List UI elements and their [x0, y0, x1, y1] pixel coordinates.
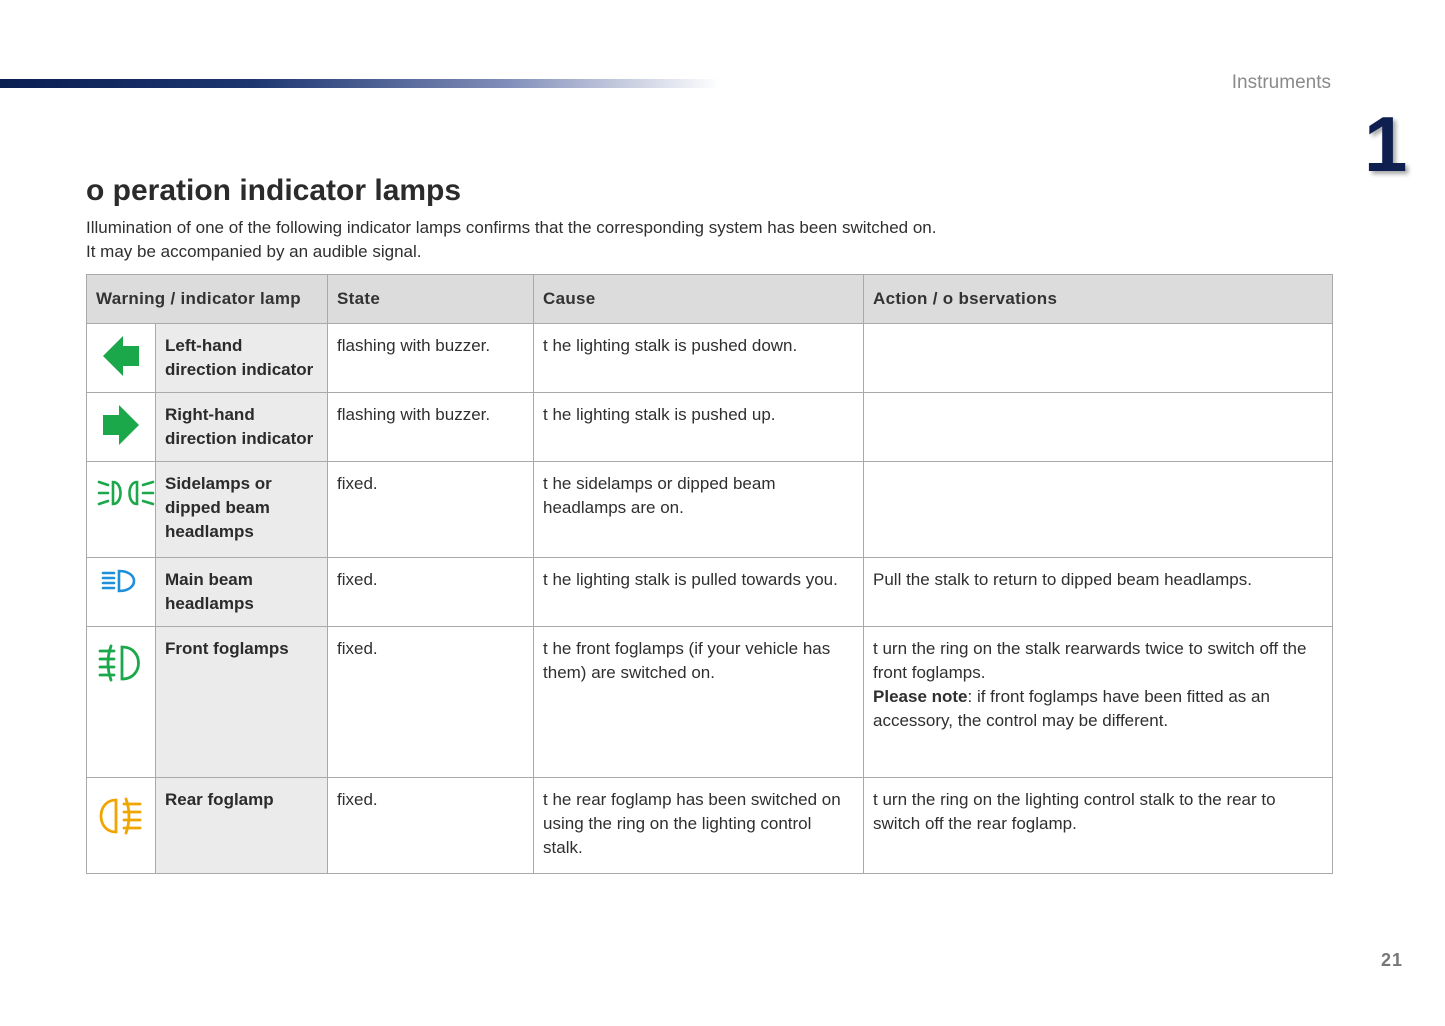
page-number: 21 — [1380, 950, 1403, 970]
rear-foglamp-icon — [98, 796, 144, 836]
intro-line: It may be accompanied by an audible signal. — [86, 242, 422, 261]
left-arrow-icon — [101, 334, 141, 378]
lamp-icon-cell — [87, 627, 156, 778]
header-lamp: Warning / indicator lamp — [87, 275, 328, 324]
note — [873, 685, 1323, 733]
lamp-action: Pull the stalk to return to dipped beam headlamps. — [864, 558, 1333, 627]
table-row — [87, 627, 1333, 778]
lamp-action — [864, 627, 1333, 778]
header-state: State — [328, 275, 534, 324]
header-gradient-bar — [0, 79, 720, 88]
lamp-state: flashing with buzzer. — [328, 324, 534, 393]
header-cause: Cause — [534, 275, 864, 324]
lamp-name: Sidelamps or dipped beam headlamps — [156, 462, 328, 558]
lamp-action — [864, 393, 1333, 462]
action-text: t urn the ring on the stalk rearwards twice to switch off the front foglamps. — [873, 639, 1307, 682]
table-row — [87, 778, 1333, 874]
main-beam-icon — [101, 568, 141, 594]
note-text: : if front foglamps have been fitted as an accessory, the control may be different. — [873, 687, 1270, 730]
lamp-icon-cell — [87, 778, 156, 874]
sidelamps-icon — [96, 476, 156, 510]
lamp-action — [864, 462, 1333, 558]
table-row — [87, 462, 1333, 558]
front-foglamp-icon — [96, 643, 148, 683]
header-action: Action / o bservations — [864, 275, 1333, 324]
lamp-icon-cell — [87, 393, 156, 462]
table-row — [87, 393, 1333, 462]
section-label: Instruments — [1231, 72, 1331, 93]
lamp-cause: t he rear foglamp has been switched on using the ring on the lighting control stalk. — [534, 778, 864, 874]
lamp-name: Front foglamps — [156, 627, 328, 778]
lamp-action: t urn the ring on the lighting control stalk to the rear to switch off the rear foglamp. — [864, 778, 1333, 874]
lamp-icon-cell — [87, 462, 156, 558]
page-title: o peration indicator lamps — [86, 174, 462, 207]
lamp-cause: t he front foglamps (if your vehicle has them) are switched on. — [534, 627, 864, 778]
lamp-state: flashing with buzzer. — [328, 393, 534, 462]
indicator-lamps-table — [86, 274, 1333, 874]
chapter-number: 1 — [1364, 100, 1408, 188]
lamp-cause: t he sidelamps or dipped beam headlamps are on. — [534, 462, 864, 558]
lamp-name: Right-hand direction indicator — [156, 393, 328, 462]
intro-line: Illumination of one of the following indicator lamps confirms that the corresponding system has been switched on. — [86, 218, 937, 237]
right-arrow-icon — [101, 403, 141, 447]
intro-text — [86, 216, 936, 264]
lamp-action — [864, 324, 1333, 393]
lamp-state: fixed. — [328, 627, 534, 778]
table-header-row — [87, 275, 1333, 324]
table-row — [87, 324, 1333, 393]
table-row — [87, 558, 1333, 627]
lamp-name: Rear foglamp — [156, 778, 328, 874]
lamp-name: Main beam headlamps — [156, 558, 328, 627]
lamp-state: fixed. — [328, 778, 534, 874]
lamp-cause: t he lighting stalk is pushed down. — [534, 324, 864, 393]
lamp-state: fixed. — [328, 462, 534, 558]
lamp-icon-cell — [87, 324, 156, 393]
lamp-cause: t he lighting stalk is pushed up. — [534, 393, 864, 462]
lamp-cause: t he lighting stalk is pulled towards you. — [534, 558, 864, 627]
lamp-name: Left-hand direction indicator — [156, 324, 328, 393]
lamp-state: fixed. — [328, 558, 534, 627]
note-label: Please note — [873, 687, 968, 706]
lamp-icon-cell — [87, 558, 156, 627]
